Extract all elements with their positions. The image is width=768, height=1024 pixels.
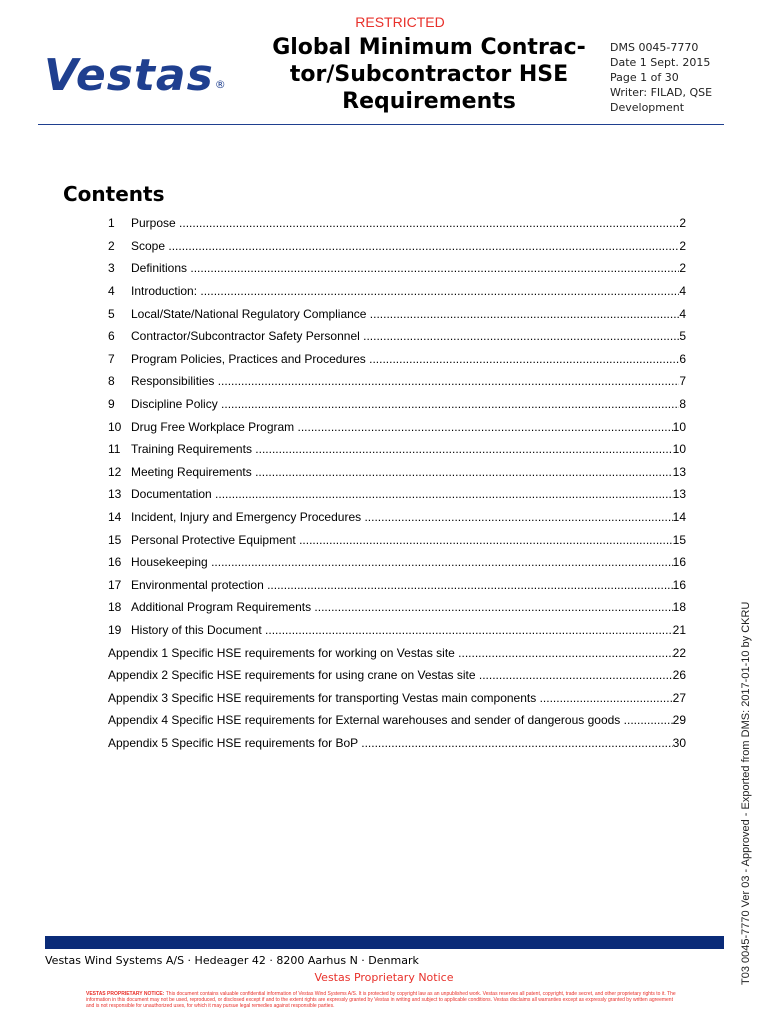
toc-entry[interactable] [108,212,686,235]
document-meta [610,40,712,115]
toc-entry[interactable] [108,235,686,258]
classification-label: RESTRICTED [355,14,445,30]
vestas-logo [44,50,227,101]
toc-entry-number: 19 [108,622,122,637]
toc-entry-label: Additional Program Requirements ..... [131,600,673,614]
toc-entry-number: 9 [108,397,115,412]
toc-entry-page: 21 [672,622,686,637]
toc-entry[interactable] [108,732,686,755]
toc-entry-number: 13 [108,487,122,502]
side-export-note: T03 0045-7770 Ver 03 - Approved - Exported from DMS: 2017-01-10 by CKRU [740,601,752,985]
toc-entry-page: 29 [672,713,686,728]
toc-entry-label: Appendix 3 Specific HSE requirements for transporting Vestas main components ..... [108,691,673,705]
toc-entry-page: 13 [672,487,686,502]
toc-entry-page: 4 [679,306,686,321]
toc-entry[interactable] [108,325,686,348]
toc-entry-page: 4 [679,284,686,299]
footer-address: Vestas Wind Systems A/S · Hedeager 42 · 8200 Aarhus N · Denmark [45,954,419,967]
toc-entry-number: 2 [108,238,115,253]
notice-body: This document contains valuable confidential information of Vestas Wind Systems A/S. It is protected by copyright law as an unpublished work. Vestas reserves all patent, copyright, trade secret, and other proprietary rights to it. The information in this document may not be used, reproduced, or disclosed except if and to the extent rights are expressly granted by Vestas in writing and subject to applicable conditions. Vestas disclaims all warranties except as expressly granted by written agreement and is not responsible for unauthorized uses, for which it may pursue legal remedies against responsible parties. [86,991,676,1009]
toc-entry[interactable] [108,370,686,393]
toc-entry-number: 15 [108,532,122,547]
toc-entry-label: Program Policies, Practices and Procedures ..... [131,352,679,366]
toc-entry-page: 6 [679,351,686,366]
toc-entry-page: 10 [672,442,686,457]
logo-text: Vestas [44,50,214,101]
toc-entry-label: Appendix 1 Specific HSE requirements for working on Vestas site ..... [108,646,673,660]
toc-entry-number: 11 [108,442,121,457]
toc-entry-page: 16 [672,555,686,570]
toc-entry-number: 18 [108,600,122,615]
toc-entry-page: 2 [679,216,686,231]
toc-entry-label: Training Requirements ..... [131,442,673,456]
header-divider [38,124,724,125]
toc-entry-label: Responsibilities ..... [131,374,679,388]
toc-entry-label: Appendix 2 Specific HSE requirements for using crane on Vestas site ..... [108,668,673,682]
toc-entry-page: 18 [672,600,686,615]
toc-entry-page: 8 [679,397,686,412]
toc-entry[interactable] [108,506,686,529]
toc-entry-number: 16 [108,555,122,570]
notice-lead: VESTAS PROPRIETARY NOTICE: [86,991,165,997]
toc-entry-page: 30 [672,735,686,750]
toc-entry[interactable] [108,483,686,506]
toc-entry-label: Introduction: ..... [131,284,679,298]
toc-entry-number: 3 [108,261,115,276]
toc-entry-page: 15 [672,532,686,547]
toc-entry-label: Drug Free Workplace Program ..... [131,420,673,434]
title-line: Requirements [342,89,516,114]
toc-entry-label: Personal Protective Equipment ..... [131,533,673,547]
toc-entry-number: 6 [108,329,115,344]
toc-entry[interactable] [108,596,686,619]
toc-entry[interactable] [108,574,686,597]
meta-writer-dept: Development [610,101,685,114]
toc-entry-label: Housekeeping ..... [131,555,673,569]
toc-entry-label: Appendix 4 Specific HSE requirements for External warehouses and sender of dangerous goods ..... [108,713,673,727]
toc-entry[interactable] [108,415,686,438]
title-line: tor/Subcontractor HSE [289,62,569,87]
toc-entry-number: 4 [108,284,115,299]
toc-entry-page: 2 [679,238,686,253]
toc-entry[interactable] [108,348,686,371]
meta-page: Page 1 of 30 [610,71,679,84]
toc-entry-label: Meeting Requirements ..... [131,465,673,479]
toc-entry[interactable] [108,393,686,416]
toc-entry-number: 8 [108,374,115,389]
toc-entry-label: Local/State/National Regulatory Compliance ..... [131,307,679,321]
toc-entry[interactable] [108,709,686,732]
toc-entry-label: Definitions ..... [131,261,679,275]
toc-entry[interactable] [108,302,686,325]
contents-heading: Contents [63,182,165,206]
toc-entry-page: 26 [672,668,686,683]
toc-entry[interactable] [108,551,686,574]
toc-entry-label: Scope ..... [131,239,679,253]
title-line: Global Minimum Contrac- [272,35,586,60]
toc-entry-page: 2 [679,261,686,276]
meta-dms: DMS 0045-7770 [610,41,699,54]
toc-entry-number: 7 [108,351,115,366]
toc-entry-page: 5 [679,329,686,344]
toc-entry-number: 12 [108,464,122,479]
toc-entry-page: 14 [672,510,686,525]
toc-entry[interactable] [108,438,686,461]
toc-entry[interactable] [108,619,686,642]
registered-mark: ® [214,78,227,91]
toc-entry-label: Documentation ..... [131,487,673,501]
toc-entry-page: 7 [679,374,686,389]
toc-entry-number: 17 [108,577,122,592]
toc-entry-label: Discipline Policy ..... [131,397,679,411]
toc-entry-number: 14 [108,510,122,525]
footer-band [45,936,724,949]
toc-entry-page: 22 [672,645,686,660]
toc-entry-label: History of this Document ..... [131,623,673,637]
toc-entry-label: Environmental protection ..... [131,578,673,592]
document-title [262,34,596,115]
table-of-contents [108,212,686,754]
toc-entry-page: 13 [672,464,686,479]
toc-entry-page: 10 [672,419,686,434]
toc-entry[interactable] [108,664,686,687]
toc-entry[interactable] [108,641,686,664]
toc-entry[interactable] [108,686,686,709]
toc-entry-page: 16 [672,577,686,592]
toc-entry-number: 5 [108,306,115,321]
toc-entry-label: Contractor/Subcontractor Safety Personnel ..... [131,329,679,343]
toc-entry-label: Purpose ..... [131,216,679,230]
toc-entry-label: Appendix 5 Specific HSE requirements for BoP ..... [108,736,673,750]
toc-entry[interactable] [108,461,686,484]
toc-entry-number: 1 [108,216,115,231]
toc-entry[interactable] [108,280,686,303]
toc-entry-number: 10 [108,419,122,434]
meta-date: Date 1 Sept. 2015 [610,56,711,69]
proprietary-notice-title: Vestas Proprietary Notice [314,971,454,984]
toc-entry-label: Incident, Injury and Emergency Procedures ..... [131,510,673,524]
proprietary-notice-text [86,991,680,1009]
toc-entry-page: 27 [672,690,686,705]
meta-writer: Writer: FILAD, QSE [610,86,713,99]
toc-entry[interactable] [108,528,686,551]
toc-entry[interactable] [108,257,686,280]
